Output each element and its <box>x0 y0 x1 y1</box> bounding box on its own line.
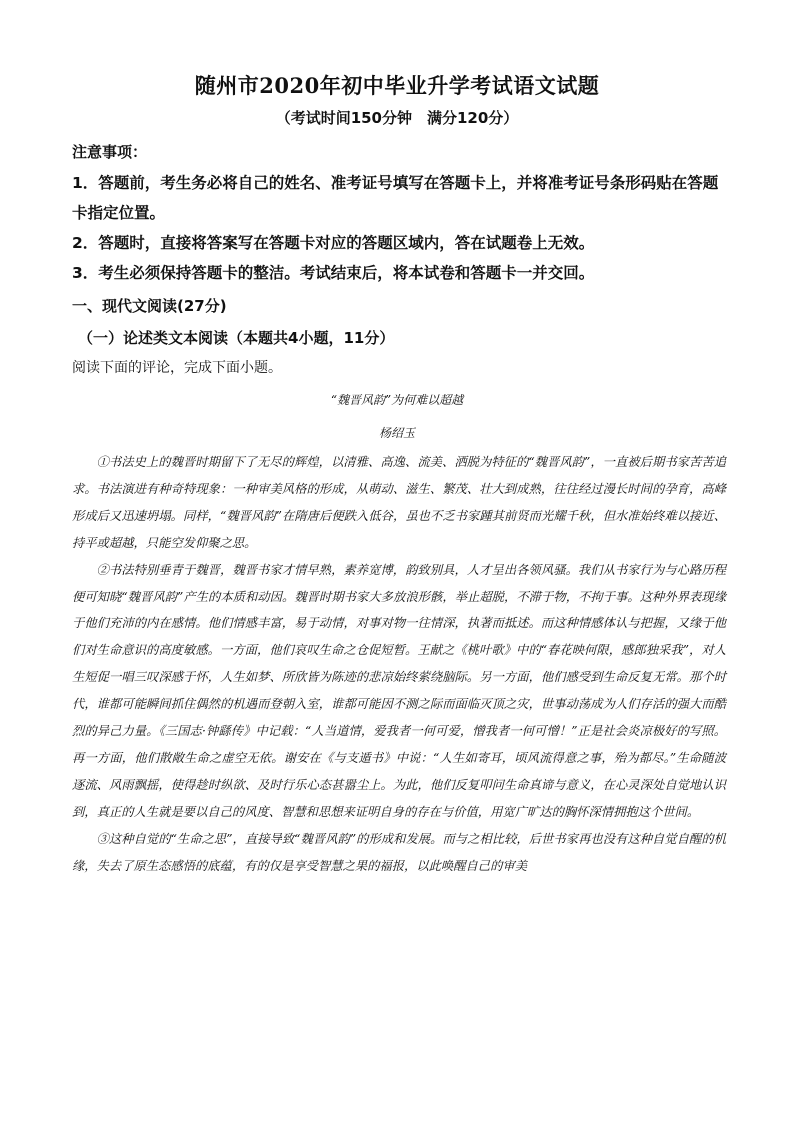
notice-item: 3．考生必须保持答题卡的整洁。考试结束后，将本试卷和答题卡一并交回。 <box>72 264 595 282</box>
article-title: “魏晋风韵”为何难以超越 <box>330 393 464 407</box>
article-body <box>72 449 726 880</box>
exam-title: 随州市2020年初中毕业升学考试语文试题 <box>194 73 600 98</box>
reading-instruction: 阅读下面的评论，完成下面小题。 <box>72 360 282 376</box>
notice-item: 2．答题时，直接将答案写在答题卡对应的答题区域内，答在试题卷上无效。 <box>72 234 595 252</box>
article-paragraph: ③这种自觉的“生命之思”，直接导致“魏晋风韵”的形成和发展。而与之相比较，后世书家再也没有这种自觉自醒的机缘，失去了原生态感悟的底蕴，有的仅是享受智慧之果的福报，以此唤醒自己的审美 <box>72 831 726 873</box>
notice-item: 1．答题前，考生务必将自己的姓名、准考证号填写在答题卡上，并将准考证号条形码贴在答题卡指定位置。 <box>72 174 719 222</box>
notice-heading: 注意事项： <box>72 143 148 161</box>
exam-subtitle: （考试时间150分钟 满分120分） <box>275 109 519 127</box>
article-author: 杨绍玉 <box>378 426 415 440</box>
section-subheading: （一）论述类文本阅读（本题共4小题，11分） <box>78 329 395 347</box>
notice-list <box>72 168 728 288</box>
article-paragraph: ②书法特别垂青于魏晋，魏晋书家才情早熟，素养宽博，韵致别具，人才呈出各领风骚。我们从书家行为与心路历程便可知晓“魏晋风韵”产生的本质和动因。魏晋时期书家大多放浪形骸，举止超脱，不滞于物，不拘于事。这种外界表现缘于他们充沛的内在感情。他们情感丰富，易于动情，对事对物一往情深，执著而抵述。而这种情感体认与把握，又缘于他们对生命意识的高度敏感。一方面，他们哀叹生命之仓促短暂。王献之《桃叶歌》中的“春花映何限，感郎独采我”，对人生短促一唱三叹深感于怀，人生如梦、所欣皆为陈迹的悲凉始终萦绕脑际。另一方面，他们感受到生命反复无常。那个时代，谁都可能瞬间抓住偶然的机遇而登朝入室，谁都可能因不测之际而面临灭顶之灾，世事动荡成为人们存活的强大而酷烈的异己力量。《三国志·钟繇传》中记载：“人当道情，爱我者一何可爱，憎我者一何可憎！”正是社会炎凉极好的写照。再一方面，他们散敞生命之虚空无依。谢安在《与支遁书》中说：“人生如寄耳，顷风流得意之事，殆为都尽。”生命随波逐流、风雨飘摇，使得趁时纵欲、及时行乐心态甚嚣尘上。为此，他们反复叩问生命真谛与意义，在心灵深处自觉地认识到，真正的人生就是要以自己的风度、智慧和思想来证明自身的存在与价值，用宽广旷达的胸怀深情拥抱这个世间。 <box>72 562 726 819</box>
section-heading: 一、现代文阅读(27分) <box>72 297 227 315</box>
article-paragraph: ①书法史上的魏晋时期留下了无尽的辉煌，以清雅、高逸、流美、洒脱为特征的“魏晋风韵”，一直被后期书家苦苦追求。书法演进有种奇特现象：一种审美风格的形成，从萌动、滋生、繁茂、壮大到成熟，往往经过漫长时间的孕育，高峰形成后又迅速坍塌。同样，“魏晋风韵”在隋唐后便跌入低谷，虽也不乏书家踵其前贤而光耀千秋，但水准始终难以接近、持平或超越，只能空发仰聚之思。 <box>72 455 726 550</box>
